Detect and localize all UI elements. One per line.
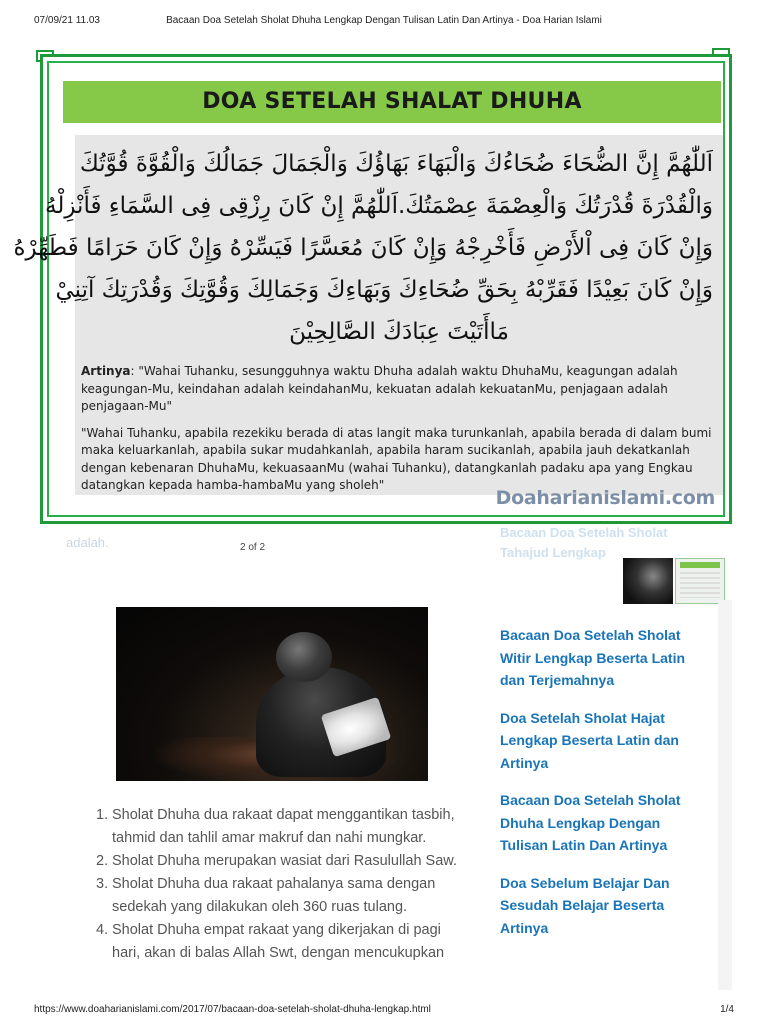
arabic-text — [13, 143, 713, 353]
print-header — [0, 0, 768, 40]
photo-figure-head — [276, 632, 332, 682]
print-footer — [0, 998, 768, 1024]
faded-sidebar-link: Bacaan Doa Setelah Sholat Tahajud Lengkap — [500, 525, 668, 560]
doa-image-inner — [13, 61, 725, 517]
list-item — [90, 873, 470, 919]
related-link-hajat[interactable]: Doa Setelah Sholat Hajat Lengkap Beserta Latin dan Artinya — [500, 709, 679, 771]
list-number: 4. — [96, 922, 109, 938]
print-datetime: 07/09/21 11.03 — [34, 15, 100, 26]
sidebar-scroll-strip — [718, 600, 732, 990]
list-item-text: Sholat Dhuha dua rakaat dapat menggantikan tasbih, tahmid dan tahlil amar makruf dan nahi mungkar. — [112, 807, 455, 846]
related-link-belajar[interactable]: Doa Sebelum Belajar Dan Sesudah Belajar Beserta Artinya — [500, 874, 670, 936]
list-item — [90, 804, 470, 850]
list-number: 3. — [96, 876, 109, 892]
related-link-dhuha[interactable]: Bacaan Doa Setelah Sholat Dhuha Lengkap Dengan Tulisan Latin Dan Artinya — [500, 792, 681, 853]
related-link-witir[interactable]: Bacaan Doa Setelah Sholat Witir Lengkap Beserta Latin dan Terjemahnya — [500, 627, 686, 688]
benefits-list — [90, 804, 470, 965]
thumbnail-doa-image[interactable] — [675, 558, 725, 604]
list-item — [90, 919, 470, 965]
list-item-text: Sholat Dhuha dua rakaat pahalanya sama dengan sedekah yang dilakukan oleh 360 ruas tulang. — [112, 876, 436, 915]
print-page-number: 1/4 — [720, 1004, 734, 1015]
list-item — [90, 850, 470, 873]
list-item-text: Sholat Dhuha empat rakaat yang dikerjakan di pagi hari, akan di balas Allah Swt, dengan mencukupkan — [112, 922, 445, 961]
list-item-text: Sholat Dhuha merupakan wasiat dari Rasulullah Saw. — [112, 853, 457, 869]
list-number: 1. — [96, 807, 109, 823]
related-posts — [500, 624, 705, 954]
arabic-line: اَللّٰهُمَّ إِنَّ الضُّحَاءَ ضُحَاءُكَ وَالْبَهَاءَ بَهَاؤُكَ وَالْجَمَالَ جَمَالُكَ وَالْقُوَّةَ قُوَّتُكَ — [79, 151, 713, 177]
translation-1: : "Wahai Tuhanku, sesungguhnya waktu Dhuha adalah waktu DhuhaMu, keagungan adalah keagungan-Mu, keindahan adalah keindahanMu, kekuatan adalah kekuatanMu, penjagaan adalah penjagaan-Mu" — [81, 364, 678, 413]
site-watermark: Doaharianislami.com — [495, 487, 715, 509]
doa-image-card[interactable] — [13, 54, 732, 524]
artinya-label: Artinya — [81, 364, 131, 378]
thumbnail-prayer-image[interactable] — [623, 558, 673, 604]
list-number: 2. — [96, 853, 109, 869]
arabic-line: وَالْقُدْرَةَ قُدْرَتُكَ وَالْعِصْمَةَ عِصْمَتُكَ.اَللّٰهُمَّ إِنْ كَانَ رِزْقِى فِى السَّمَاءِ فَأَنْزِلْهُ — [45, 193, 713, 219]
translation-paragraph-1 — [81, 363, 721, 416]
article-prayer-photo — [116, 607, 428, 781]
doa-content-panel — [13, 135, 723, 495]
arabic-line: مَاأَتَيْتَ عِبَادَكَ الصَّالِحِيْنَ — [289, 319, 509, 345]
print-url: https://www.doaharianislami.com/2017/07/bacaan-doa-setelah-sholat-dhuha-lengkap.html — [34, 1004, 431, 1015]
photo-figure — [266, 627, 376, 777]
lightbox-counter: 2 of 2 — [240, 542, 266, 553]
doa-title: DOA SETELAH SHALAT DHUHA — [202, 89, 582, 114]
arabic-line: وَإِنْ كَانَ بَعِيْدًا فَقَرِّبْهُ بِحَقِّ ضُحَاءِكَ وَبَهَاءِكَ وَجَمَالِكَ وَقُوَّتِكَ وَقُدْرَتِكَ آتِنِيْ — [55, 277, 713, 303]
translation-text — [81, 363, 721, 495]
doa-title-banner — [63, 81, 721, 123]
arabic-line: وَإِنْ كَانَ فِى اْلأَرْضِ فَأَخْرِجْهُ وَإِنْ كَانَ مُعَسَّرًا فَيَسِّرْهُ وَإِنْ كَانَ حَرَامًا فَطَهِّرْهُ — [13, 235, 713, 261]
faded-article-text: adalah. — [66, 535, 109, 550]
print-page-title: Bacaan Doa Setelah Sholat Dhuha Lengkap Dengan Tulisan Latin Dan Artinya - Doa Harian Islami — [166, 15, 602, 26]
translation-2: "Wahai Tuhanku, apabila rezekiku berada di atas langit maka turunkanlah, apabila berada di dalam bumi maka keluarkanlah, apabila sukar mudahkanlah, apabila haram sucikanlah, apabila jauh dekatkanlah dengan kebenaran DhuhaMu, kekuasaanMu (wahai Tuhanku), datangkanlah padaku apa yang Engkau datangkan kepada hamba-hambaMu yang sholeh" — [81, 425, 712, 492]
